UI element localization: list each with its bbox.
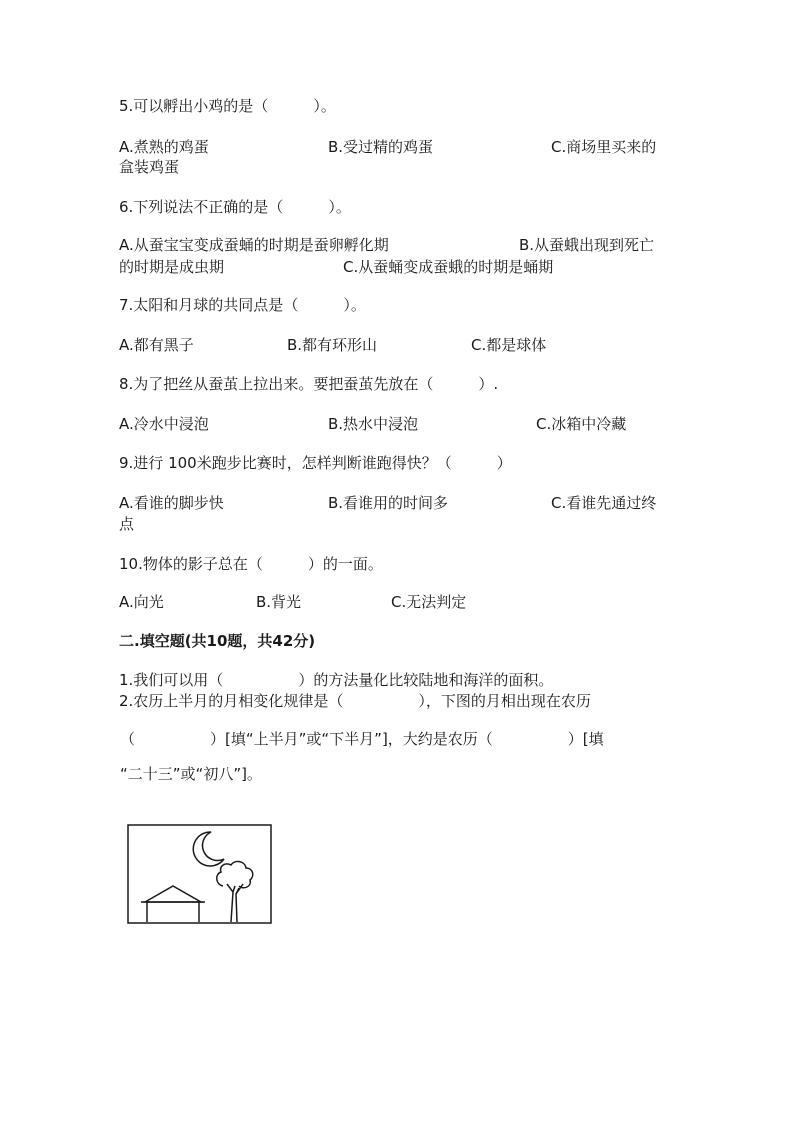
- q5-option-b: B.受过精的鸡蛋: [328, 138, 434, 156]
- q8-option-a: A.冷水中浸泡: [119, 415, 209, 433]
- q5-option-c: C.商场里买来的: [551, 138, 657, 156]
- q6-stem: 6.下列说法不正确的是（ ）。: [119, 198, 351, 216]
- q7-option-c: C.都是球体: [471, 336, 547, 354]
- q5-stem: 5.可以孵出小鸡的是（ ）。: [119, 97, 336, 115]
- q10-stem: 10.物体的影子总在（ ）的一面。: [119, 555, 383, 573]
- q6-option-c: C.从蚕蛹变成蚕蛾的时期是蛹期: [343, 258, 554, 276]
- q6-option-b: B.从蚕蛾出现到死亡: [519, 236, 655, 254]
- q6-option-b-continued: 的时期是成虫期: [119, 258, 225, 276]
- q7-stem: 7.太阳和月球的共同点是（ ）。: [119, 296, 366, 314]
- q8-stem: 8.为了把丝从蚕茧上拉出来。要把蚕茧先放在（ ）.: [119, 375, 499, 393]
- q5-option-c-continued: 盒装鸡蛋: [119, 158, 180, 176]
- moon-phase-figure: [127, 824, 272, 924]
- q6-option-a: A.从蚕宝宝变成蚕蛹的时期是蚕卵孵化期: [119, 236, 389, 254]
- q10-option-a: A.向光: [119, 593, 164, 611]
- q10-option-b: B.背光: [256, 593, 302, 611]
- fill-question-1: 1.我们可以用（ ）的方法量化比较陆地和海洋的面积。: [119, 671, 554, 689]
- q5-option-a: A.煮熟的鸡蛋: [119, 138, 209, 156]
- fill-question-2-line-2: （ ）[填“上半月”或“下半月”]，大约是农历（ ）[填: [120, 730, 604, 748]
- q9-option-c-continued: 点: [119, 515, 135, 533]
- fill-question-2-line-1: 2.农历上半月的月相变化规律是（ ），下图的月相出现在农历: [119, 692, 591, 710]
- section-heading-fill-in: 二.填空题(共10题，共42分): [119, 632, 316, 650]
- q9-option-c: C.看谁先通过终: [551, 494, 657, 512]
- q10-option-c: C.无法判定: [391, 593, 467, 611]
- fill-question-2-line-3: “二十三”或“初八”]。: [120, 765, 262, 783]
- q7-option-a: A.都有黑子: [119, 336, 194, 354]
- q7-option-b: B.都有环形山: [287, 336, 378, 354]
- q9-option-a: A.看谁的脚步快: [119, 494, 224, 512]
- q9-option-b: B.看谁用的时间多: [328, 494, 449, 512]
- q8-option-b: B.热水中浸泡: [328, 415, 419, 433]
- q8-option-c: C.冰箱中冷藏: [536, 415, 627, 433]
- q9-stem: 9.进行 100米跑步比赛时，怎样判断谁跑得快？（ ）: [119, 454, 512, 472]
